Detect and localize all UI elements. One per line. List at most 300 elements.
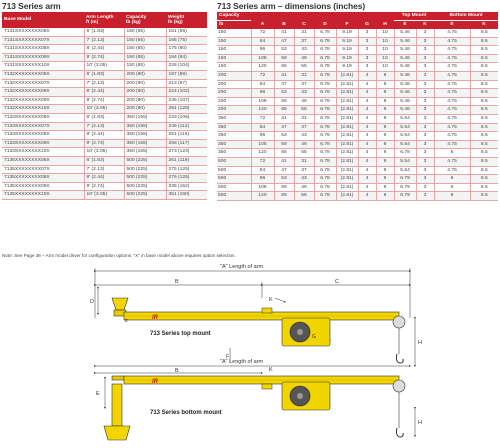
table-cell: 200 (90) [124,88,166,97]
table-cell: 43 [294,132,314,141]
table-row [217,192,498,201]
table-cell: 49 [294,140,314,149]
table-cell: 65 [274,106,294,115]
table-cell: 55 [294,106,314,115]
table-cell: 9.19 [336,54,358,63]
table-cell: 500 [217,166,251,175]
table-cell: 500 (225) [124,182,166,191]
table-cell: 224 (102) [166,88,207,97]
table-cell: 4.75 [434,29,470,37]
table-cell: 41 [274,114,294,123]
table-cell: 6.78 [314,114,336,123]
table-cell: (2.81) [336,114,358,123]
table-row [217,123,498,132]
table-cell: 4.75 [434,106,470,115]
table-cell: 49 [294,183,314,192]
table-cell: 6' (1.83) [84,70,124,79]
top-c-label: C [335,279,339,285]
table-cell: 8.5 [470,106,498,115]
table-cell: 47 [274,123,294,132]
top-h-label: H [418,340,422,346]
table-cell: 7135XXXXXXXX10X [2,191,84,200]
table-cell: 84 [251,166,274,175]
table-cell: 6.79 [394,175,416,184]
table-cell: 96 [251,175,274,184]
table-cell: 6.78 [314,166,336,175]
table-cell: 8.5 [470,157,498,166]
table-cell: 8.5 [470,80,498,89]
table-cell: 59 [274,97,294,106]
table-row [217,37,498,46]
table-cell: (2.81) [336,166,358,175]
table-cell: 49 [294,54,314,63]
table-cell: 150 [217,63,251,72]
table-cell: 6.78 [314,149,336,158]
table-cell: 9' (2.74) [84,182,124,191]
table-cell: 4.75 [434,97,470,106]
table-cell: 4 [358,157,376,166]
col-header: K [470,21,498,30]
table-cell: 10 [376,54,394,63]
table-cell: 184 (84) [166,53,207,62]
table-cell: 3 [416,97,434,106]
table-row [2,70,207,79]
table-cell: 9 [376,97,394,106]
table-cell: 41 [274,71,294,80]
table-cell: 4 [358,71,376,80]
table-cell: 6.78 [314,183,336,192]
table-cell: 6 [434,175,470,184]
table-cell: 120 [251,149,274,158]
table-cell: 8.5 [470,192,498,201]
table-cell: 281 (128) [166,105,207,114]
bottom-mast [112,384,122,426]
top-hook-icon [396,354,403,363]
top-b-label: B [175,279,179,285]
table-cell: 3 [416,132,434,141]
table-cell: 7' (2.13) [84,79,124,88]
col-header: K [416,21,434,30]
table-cell: 7131SXXXXXXX07X [2,36,84,45]
table-row [217,183,498,192]
table-row [2,113,207,122]
table-cell: 84 [251,80,274,89]
table-cell: 3 [416,54,434,63]
table-cell: 6.78 [314,80,336,89]
table-cell: 3 [416,166,434,175]
table-cell: 3 [416,37,434,46]
table-cell: 4 [358,166,376,175]
table-cell: 6 [434,183,470,192]
table-cell: 7132XXXXXXXX08X [2,88,84,97]
table-cell: 8.5 [470,175,498,184]
table-cell: 350 (155) [124,139,166,148]
table-cell: 9' (2.74) [84,96,124,105]
table-cell: 9 [376,114,394,123]
table-cell: 6 [434,192,470,201]
table-cell: 246 (112) [166,122,207,131]
table-cell: 150 (65) [124,45,166,54]
table-cell: 351 (160) [166,191,207,200]
table-cell: 108 [251,183,274,192]
table-cell: 9 [376,192,394,201]
table-cell: 9.19 [336,29,358,37]
table-cell: 4 [358,140,376,149]
col-header: E [394,21,416,30]
table-cell: 151 (69) [166,28,207,36]
table-cell: 6.78 [314,37,336,46]
table-cell: 3 [416,89,434,98]
table-cell: 5.46 [394,80,416,89]
table-cell: 3 [416,175,434,184]
table-row [217,106,498,115]
table-cell: 8' (2.44) [84,131,124,140]
table-cell: 47 [274,166,294,175]
bottom-end-pulley [393,380,405,392]
table-cell: 4 [358,183,376,192]
table-row [2,191,207,200]
table-cell: 7132XXXXXXXX06X [2,70,84,79]
table-cell: 150 (65) [124,36,166,45]
table-cell: 84 [251,123,274,132]
table-cell: 150 [217,46,251,55]
table-cell: 120 [251,192,274,201]
table-cell: 150 [217,37,251,46]
table-cell: 7131SXXXXXXX10X [2,62,84,71]
table-cell: 65 [274,149,294,158]
table-cell: 96 [251,132,274,141]
col-header: E [434,21,470,30]
table-cell: (2.81) [336,97,358,106]
table-cell: 6.78 [314,157,336,166]
table-row [217,157,498,166]
table-cell: 55 [294,63,314,72]
table-cell: 4.75 [434,157,470,166]
table-cell: 3 [416,114,434,123]
table-cell: 8.5 [470,149,498,158]
table-cell: 261 (119) [166,156,207,165]
table-cell: 10' (3.05) [84,191,124,200]
table-cell: 5.46 [394,46,416,55]
table-cell: 9 [376,132,394,141]
col-header: D [314,21,336,30]
table-cell: 5.46 [394,71,416,80]
table-row [2,28,207,36]
table-cell: 4 [358,149,376,158]
table-cell: 5.46 [394,89,416,98]
table-cell: 150 (65) [124,62,166,71]
table-cell: 200 (90) [124,70,166,79]
table-cell: 9 [376,166,394,175]
col-header: G [358,21,376,30]
table-cell: 4.75 [434,89,470,98]
table-cell: 8.5 [470,63,498,72]
table-cell: 276 (125) [166,174,207,183]
col-header: A [251,21,274,30]
table-cell: 150 (65) [124,53,166,62]
top-brand-logo: IR [152,315,158,321]
table-cell: 4 [358,97,376,106]
table-cell: 8.5 [470,183,498,192]
table-cell: 150 [217,54,251,63]
top-g-label: G [312,334,316,340]
table-cell: 59 [274,54,294,63]
table-row [217,80,498,89]
table-cell: 8.5 [470,132,498,141]
table-cell: 233 (106) [166,113,207,122]
group-header-top-mount: Top Mount [394,12,434,21]
table-cell: 7133SXXXXXXX10X [2,148,84,157]
bottom-k-label: K [269,367,273,373]
table-cell: 8.5 [470,46,498,55]
table-cell: (2.81) [336,89,358,98]
table-cell: 5.46 [394,63,416,72]
top-end-pulley [393,316,405,328]
table-cell: 335 (152) [166,182,207,191]
table-cell: 4.75 [434,63,470,72]
table-row [217,89,498,98]
table-cell: 7' (2.13) [84,165,124,174]
table-cell: 4.75 [434,140,470,149]
table-cell: (2.81) [336,149,358,158]
col-header: F [336,21,358,30]
table-row [2,182,207,191]
table-cell: 41 [274,157,294,166]
table-cell: 72 [251,157,274,166]
table-cell: 5.54 [394,166,416,175]
table-cell: 6.78 [314,29,336,37]
top-d-label: D [90,299,94,305]
table-row [217,29,498,37]
table-cell: 108 [251,54,274,63]
table-cell: 55 [294,149,314,158]
table-cell: 120 [251,106,274,115]
table-cell: 150 (65) [124,28,166,36]
table-cell: 6.78 [394,149,416,158]
footnote: Note: See Page 36 – Arm model driver for configuration options. "X" in base model above requires option selection. [2,253,236,258]
table-cell: 4.75 [434,123,470,132]
table-row [2,148,207,157]
top-mount-base [112,298,128,310]
table-cell: 500 [217,157,251,166]
col-header-capacity: Capacity lb (kg) [124,12,166,28]
table-cell: 197 (89) [166,70,207,79]
table-cell: 350 (155) [124,148,166,157]
table-cell: 31 [294,114,314,123]
table-cell: 43 [294,46,314,55]
table-cell: 261 (119) [166,131,207,140]
table-cell: 3 [416,149,434,158]
table-cell: 10 [376,46,394,55]
table-cell: 500 [217,175,251,184]
bottom-caption: 713 Series bottom mount [150,410,222,416]
table-cell: 350 (155) [124,131,166,140]
col-header: B [274,21,294,30]
table-cell: (2.81) [336,183,358,192]
table-cell: 9' (2.74) [84,53,124,62]
table-cell: 3 [416,29,434,37]
table-cell: 350 (155) [124,122,166,131]
table-cell: 9 [376,140,394,149]
table-cell: 200 (90) [124,79,166,88]
table-cell: 37 [294,80,314,89]
table-cell: 9.19 [336,46,358,55]
col-header-base-model: Base Model [2,12,84,28]
table-row [2,174,207,183]
table-cell: 5.46 [394,54,416,63]
table-cell: 8.5 [470,37,498,46]
table-cell: 43 [294,89,314,98]
table-cell: 55 [294,192,314,201]
table-cell: 8.5 [470,54,498,63]
table-cell: 3 [416,157,434,166]
arm-table-title: 713 Series arm [2,1,61,11]
table-cell: 3 [358,54,376,63]
table-cell: 10' (3.05) [84,148,124,157]
table-cell: 7131SXXXXXXX09X [2,53,84,62]
table-cell: 8.5 [470,140,498,149]
table-cell: 8.5 [470,71,498,80]
table-cell: 7133SXXXXXXX08X [2,131,84,140]
table-cell: 4 [358,114,376,123]
table-cell: 53 [274,89,294,98]
table-cell: 9 [376,89,394,98]
table-cell: 47 [274,80,294,89]
table-cell: 8.5 [470,29,498,37]
table-cell: 4 [358,175,376,184]
table-cell: 4.75 [434,166,470,175]
table-cell: 200 (90) [124,105,166,114]
table-cell: 3 [416,71,434,80]
table-row [217,54,498,63]
table-cell: 4 [358,132,376,141]
table-row [2,122,207,131]
bottom-e-label: E [96,391,100,397]
table-cell: 500 (225) [124,156,166,165]
table-cell: 6' (1.83) [84,28,124,36]
table-row [217,140,498,149]
table-cell: 5.54 [394,132,416,141]
top-k-label: K [269,297,273,303]
table-cell: (2.81) [336,175,358,184]
table-cell: 3 [358,37,376,46]
table-cell: 9 [376,80,394,89]
col-header-arm-length: Arm Length ft (m) [84,12,124,28]
table-cell: 6.78 [314,192,336,201]
table-row [2,165,207,174]
table-cell: 7131SXXXXXXX06X [2,28,84,36]
table-cell: 4.75 [434,132,470,141]
table-cell: 4.75 [434,46,470,55]
table-cell: (2.81) [336,106,358,115]
table-cell: 6.78 [314,46,336,55]
table-cell: 8.5 [470,114,498,123]
table-cell: 120 [251,63,274,72]
table-cell: 5.54 [394,114,416,123]
table-row [2,96,207,105]
table-row [217,149,498,158]
table-cell: 65 [274,192,294,201]
table-cell: 350 [217,123,251,132]
table-cell: 9.19 [336,63,358,72]
table-cell: 500 [217,192,251,201]
table-cell: 4.75 [434,37,470,46]
table-row [217,97,498,106]
table-cell: 84 [251,37,274,46]
table-row [2,53,207,62]
table-cell: (2.81) [336,140,358,149]
table-cell: 3 [416,123,434,132]
table-cell: 10' (3.05) [84,105,124,114]
table-cell: 7133SXXXXXXX06X [2,113,84,122]
table-row [217,175,498,184]
table-cell: 8.5 [470,123,498,132]
table-cell: 96 [251,89,274,98]
table-cell: 200 (90) [124,96,166,105]
table-cell: 9' (2.74) [84,139,124,148]
table-cell: 3 [416,106,434,115]
table-cell: 3 [416,183,434,192]
table-row [217,166,498,175]
table-cell: 7133SXXXXXXX09X [2,139,84,148]
table-cell: 6.78 [314,175,336,184]
table-row [2,45,207,54]
bottom-mount-crane [104,376,405,440]
table-cell: 166 (75) [166,36,207,45]
table-cell: 3 [416,46,434,55]
table-cell: 273 (123) [166,148,207,157]
table-cell: 53 [274,175,294,184]
table-cell: 72 [251,114,274,123]
table-cell: 37 [294,166,314,175]
table-cell: 6.79 [394,183,416,192]
table-cell: 213 (97) [166,79,207,88]
table-cell: 6 [434,149,470,158]
table-cell: 10 [376,63,394,72]
table-cell: 8' (2.44) [84,174,124,183]
table-cell: 72 [251,29,274,37]
table-cell: 9 [376,183,394,192]
table-cell: 6.78 [314,132,336,141]
table-cell: 7' (2.13) [84,36,124,45]
table-cell: 9 [376,149,394,158]
table-cell: 5.54 [394,123,416,132]
table-cell: 10 [376,37,394,46]
table-cell: 500 (225) [124,165,166,174]
table-cell: 6' (1.83) [84,113,124,122]
bottom-length-label: "A" Length of arm [220,359,264,365]
table-cell: 37 [294,123,314,132]
table-cell: 8.5 [470,89,498,98]
table-cell: 4.75 [434,71,470,80]
table-cell: 350 (155) [124,113,166,122]
table-cell: 9 [376,123,394,132]
table-row [2,88,207,97]
table-cell: 6.78 [314,140,336,149]
table-cell: 350 [217,140,251,149]
table-cell: 235 (107) [166,96,207,105]
table-cell: 47 [274,37,294,46]
table-row [2,139,207,148]
bottom-h-label: H [418,420,422,426]
dimension-table [217,12,498,201]
table-cell: 500 (225) [124,174,166,183]
table-cell: 9 [376,157,394,166]
bottom-brand-logo: IR [152,379,158,385]
table-cell: 7135XXXXXXXX06X [2,156,84,165]
table-cell: 200 [217,80,251,89]
table-cell: 59 [274,183,294,192]
